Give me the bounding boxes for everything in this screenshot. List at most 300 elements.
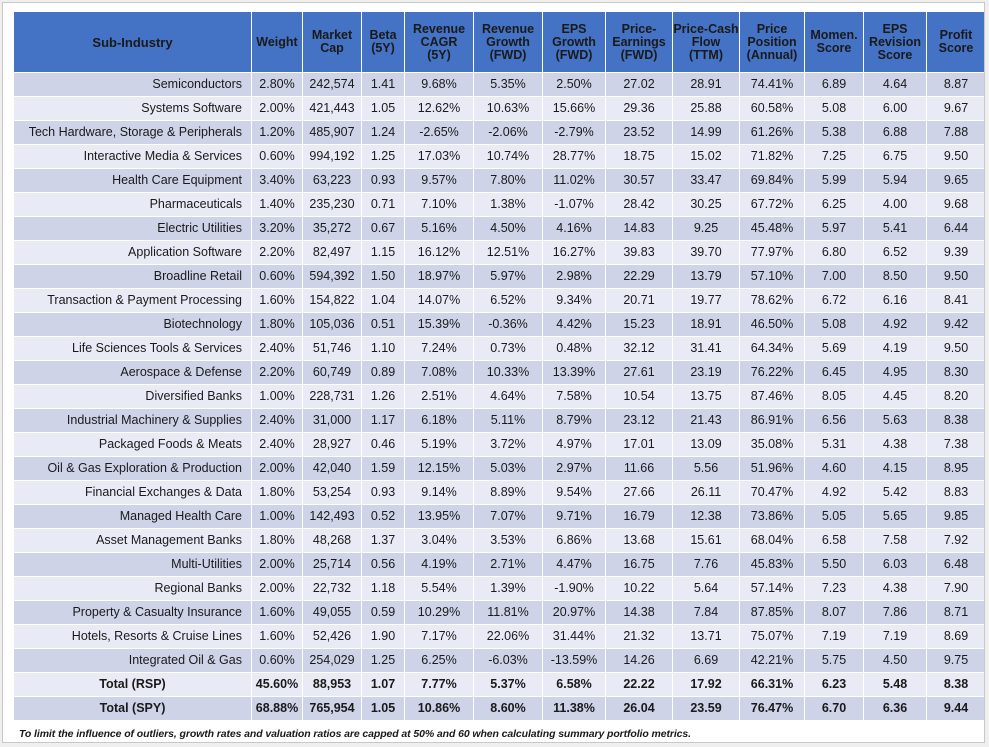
table-row[interactable] <box>14 553 985 576</box>
cell-market_cap: 48,268 <box>303 529 361 552</box>
cell-weight: 1.80% <box>252 313 302 336</box>
cell-name: Semiconductors <box>14 73 251 96</box>
cell-price_pos: 71.82% <box>740 145 804 168</box>
table-row[interactable] <box>14 385 985 408</box>
cell-profit: 9.39 <box>927 241 985 264</box>
cell-momentum: 7.23 <box>805 577 863 600</box>
cell-rev_cagr_5y: 7.24% <box>405 337 473 360</box>
cell-weight: 1.80% <box>252 481 302 504</box>
cell-name: Pharmaceuticals <box>14 193 251 216</box>
cell-profit: 9.50 <box>927 145 985 168</box>
cell-rev_cagr_5y: 5.19% <box>405 433 473 456</box>
cell-rev_cagr_5y: 7.10% <box>405 193 473 216</box>
cell-momentum: 5.99 <box>805 169 863 192</box>
cell-beta_5y: 1.15 <box>362 241 404 264</box>
cell-profit: 7.90 <box>927 577 985 600</box>
table-row[interactable] <box>14 625 985 648</box>
column-header-name[interactable]: Sub-Industry <box>14 12 251 72</box>
column-header-weight[interactable]: Weight <box>252 12 302 72</box>
cell-name: Property & Casualty Insurance <box>14 601 251 624</box>
column-header-profit[interactable]: Profit Score <box>927 12 985 72</box>
cell-pe_fwd: 28.42 <box>606 193 672 216</box>
cell-momentum: 5.08 <box>805 97 863 120</box>
cell-eps_growth: 16.27% <box>543 241 605 264</box>
column-header-beta_5y[interactable]: Beta (5Y) <box>362 12 404 72</box>
cell-pcf_ttm: 9.25 <box>673 217 739 240</box>
table-row[interactable] <box>14 169 985 192</box>
cell-pe_fwd: 18.75 <box>606 145 672 168</box>
cell-beta_5y: 0.56 <box>362 553 404 576</box>
cell-weight: 2.40% <box>252 409 302 432</box>
cell-profit: 8.20 <box>927 385 985 408</box>
cell-profit: 7.92 <box>927 529 985 552</box>
cell-price_pos: 73.86% <box>740 505 804 528</box>
table-row[interactable] <box>14 601 985 624</box>
cell-weight: 68.88% <box>252 697 302 720</box>
cell-pe_fwd: 21.32 <box>606 625 672 648</box>
table-row[interactable] <box>14 145 985 168</box>
cell-profit: 7.38 <box>927 433 985 456</box>
cell-rev_growth: 10.33% <box>474 361 542 384</box>
table-container <box>13 11 976 740</box>
cell-momentum: 5.31 <box>805 433 863 456</box>
cell-weight: 2.40% <box>252 433 302 456</box>
cell-eps_rev: 5.94 <box>864 169 926 192</box>
cell-pe_fwd: 23.12 <box>606 409 672 432</box>
cell-weight: 1.60% <box>252 601 302 624</box>
cell-price_pos: 46.50% <box>740 313 804 336</box>
cell-profit: 7.88 <box>927 121 985 144</box>
cell-profit: 9.65 <box>927 169 985 192</box>
cell-weight: 0.60% <box>252 649 302 672</box>
cell-beta_5y: 1.18 <box>362 577 404 600</box>
cell-eps_rev: 4.95 <box>864 361 926 384</box>
cell-eps_growth: 9.71% <box>543 505 605 528</box>
cell-beta_5y: 1.50 <box>362 265 404 288</box>
cell-eps_rev: 5.42 <box>864 481 926 504</box>
table-total-row[interactable] <box>14 673 985 696</box>
column-header-pcf_ttm[interactable]: Price-Cash Flow (TTM) <box>673 12 739 72</box>
cell-market_cap: 52,426 <box>303 625 361 648</box>
table-row[interactable] <box>14 289 985 312</box>
cell-momentum: 6.70 <box>805 697 863 720</box>
cell-name: Total (RSP) <box>14 673 251 696</box>
cell-eps_rev: 5.41 <box>864 217 926 240</box>
cell-momentum: 6.25 <box>805 193 863 216</box>
cell-name: Broadline Retail <box>14 265 251 288</box>
cell-rev_cagr_5y: 15.39% <box>405 313 473 336</box>
cell-name: Application Software <box>14 241 251 264</box>
cell-rev_growth: 5.97% <box>474 265 542 288</box>
table-row[interactable] <box>14 529 985 552</box>
column-header-pe_fwd[interactable]: Price- Earnings (FWD) <box>606 12 672 72</box>
cell-eps_rev: 4.45 <box>864 385 926 408</box>
cell-pcf_ttm: 12.38 <box>673 505 739 528</box>
cell-pcf_ttm: 15.02 <box>673 145 739 168</box>
cell-market_cap: 154,822 <box>303 289 361 312</box>
cell-weight: 2.80% <box>252 73 302 96</box>
cell-market_cap: 22,732 <box>303 577 361 600</box>
cell-eps_rev: 6.03 <box>864 553 926 576</box>
cell-pe_fwd: 16.79 <box>606 505 672 528</box>
cell-pcf_ttm: 5.64 <box>673 577 739 600</box>
cell-profit: 8.30 <box>927 361 985 384</box>
cell-market_cap: 142,493 <box>303 505 361 528</box>
cell-momentum: 7.00 <box>805 265 863 288</box>
cell-eps_growth: 28.77% <box>543 145 605 168</box>
cell-price_pos: 76.22% <box>740 361 804 384</box>
table-row[interactable] <box>14 457 985 480</box>
cell-pcf_ttm: 7.84 <box>673 601 739 624</box>
table-row[interactable] <box>14 505 985 528</box>
cell-rev_cagr_5y: 6.25% <box>405 649 473 672</box>
column-header-eps_rev[interactable]: EPS Revision Score <box>864 12 926 72</box>
cell-rev_cagr_5y: 4.19% <box>405 553 473 576</box>
cell-pcf_ttm: 33.47 <box>673 169 739 192</box>
cell-pcf_ttm: 23.19 <box>673 361 739 384</box>
cell-momentum: 7.19 <box>805 625 863 648</box>
cell-eps_growth: 6.58% <box>543 673 605 696</box>
cell-market_cap: 594,392 <box>303 265 361 288</box>
cell-profit: 9.50 <box>927 265 985 288</box>
column-header-rev_cagr_5y[interactable]: Revenue CAGR (5Y) <box>405 12 473 72</box>
cell-beta_5y: 1.90 <box>362 625 404 648</box>
table-row[interactable] <box>14 337 985 360</box>
cell-market_cap: 254,029 <box>303 649 361 672</box>
cell-pe_fwd: 27.02 <box>606 73 672 96</box>
cell-market_cap: 51,746 <box>303 337 361 360</box>
cell-price_pos: 67.72% <box>740 193 804 216</box>
cell-profit: 9.75 <box>927 649 985 672</box>
cell-market_cap: 235,230 <box>303 193 361 216</box>
cell-pe_fwd: 10.54 <box>606 385 672 408</box>
column-header-eps_growth[interactable]: EPS Growth (FWD) <box>543 12 605 72</box>
cell-pcf_ttm: 13.79 <box>673 265 739 288</box>
cell-market_cap: 49,055 <box>303 601 361 624</box>
cell-weight: 1.60% <box>252 289 302 312</box>
cell-rev_growth: 12.51% <box>474 241 542 264</box>
table-row[interactable] <box>14 649 985 672</box>
cell-name: Regional Banks <box>14 577 251 600</box>
cell-name: Oil & Gas Exploration & Production <box>14 457 251 480</box>
cell-market_cap: 25,714 <box>303 553 361 576</box>
cell-rev_cagr_5y: 7.17% <box>405 625 473 648</box>
cell-name: Biotechnology <box>14 313 251 336</box>
cell-price_pos: 78.62% <box>740 289 804 312</box>
cell-rev_cagr_5y: 13.95% <box>405 505 473 528</box>
cell-eps_rev: 7.58 <box>864 529 926 552</box>
cell-weight: 2.00% <box>252 577 302 600</box>
cell-rev_cagr_5y: 10.86% <box>405 697 473 720</box>
cell-name: Tech Hardware, Storage & Peripherals <box>14 121 251 144</box>
cell-pe_fwd: 17.01 <box>606 433 672 456</box>
table-row[interactable] <box>14 265 985 288</box>
cell-weight: 1.00% <box>252 385 302 408</box>
column-header-rev_growth[interactable]: Revenue Growth (FWD) <box>474 12 542 72</box>
cell-price_pos: 57.10% <box>740 265 804 288</box>
cell-market_cap: 31,000 <box>303 409 361 432</box>
table-row[interactable] <box>14 97 985 120</box>
cell-beta_5y: 1.04 <box>362 289 404 312</box>
cell-rev_growth: -0.36% <box>474 313 542 336</box>
cell-momentum: 6.23 <box>805 673 863 696</box>
cell-eps_growth: 4.97% <box>543 433 605 456</box>
table-header <box>14 12 985 72</box>
table-row[interactable] <box>14 481 985 504</box>
cell-price_pos: 57.14% <box>740 577 804 600</box>
cell-profit: 8.95 <box>927 457 985 480</box>
cell-rev_growth: 8.60% <box>474 697 542 720</box>
cell-market_cap: 63,223 <box>303 169 361 192</box>
cell-name: Total (SPY) <box>14 697 251 720</box>
cell-profit: 8.87 <box>927 73 985 96</box>
cell-market_cap: 421,443 <box>303 97 361 120</box>
cell-momentum: 6.80 <box>805 241 863 264</box>
table-footnote: To limit the influence of outliers, growth rates and valuation ratios are capped at 50% and 60 when calculating summary portfolio metrics. <box>19 728 691 740</box>
cell-beta_5y: 0.46 <box>362 433 404 456</box>
cell-rev_growth: 11.81% <box>474 601 542 624</box>
cell-name: Hotels, Resorts & Cruise Lines <box>14 625 251 648</box>
cell-rev_growth: 5.37% <box>474 673 542 696</box>
cell-rev_cagr_5y: 9.14% <box>405 481 473 504</box>
cell-pcf_ttm: 14.99 <box>673 121 739 144</box>
cell-pe_fwd: 32.12 <box>606 337 672 360</box>
cell-pcf_ttm: 17.92 <box>673 673 739 696</box>
cell-momentum: 5.75 <box>805 649 863 672</box>
cell-eps_growth: -1.07% <box>543 193 605 216</box>
cell-market_cap: 485,907 <box>303 121 361 144</box>
cell-eps_rev: 6.88 <box>864 121 926 144</box>
cell-profit: 9.85 <box>927 505 985 528</box>
cell-beta_5y: 0.67 <box>362 217 404 240</box>
cell-rev_cagr_5y: 12.15% <box>405 457 473 480</box>
cell-momentum: 5.97 <box>805 217 863 240</box>
table-row[interactable] <box>14 577 985 600</box>
cell-price_pos: 60.58% <box>740 97 804 120</box>
cell-profit: 9.68 <box>927 193 985 216</box>
cell-rev_cagr_5y: 16.12% <box>405 241 473 264</box>
cell-eps_growth: 9.34% <box>543 289 605 312</box>
cell-eps_rev: 8.50 <box>864 265 926 288</box>
cell-pcf_ttm: 18.91 <box>673 313 739 336</box>
cell-price_pos: 35.08% <box>740 433 804 456</box>
cell-rev_cagr_5y: 12.62% <box>405 97 473 120</box>
cell-pe_fwd: 13.68 <box>606 529 672 552</box>
cell-name: Multi-Utilities <box>14 553 251 576</box>
cell-weight: 45.60% <box>252 673 302 696</box>
cell-beta_5y: 0.71 <box>362 193 404 216</box>
cell-eps_growth: 15.66% <box>543 97 605 120</box>
cell-rev_growth: 1.38% <box>474 193 542 216</box>
table-row[interactable] <box>14 121 985 144</box>
cell-price_pos: 77.97% <box>740 241 804 264</box>
table-row[interactable] <box>14 217 985 240</box>
cell-price_pos: 75.07% <box>740 625 804 648</box>
cell-profit: 8.71 <box>927 601 985 624</box>
cell-price_pos: 74.41% <box>740 73 804 96</box>
cell-momentum: 5.69 <box>805 337 863 360</box>
cell-market_cap: 28,927 <box>303 433 361 456</box>
cell-momentum: 6.72 <box>805 289 863 312</box>
cell-name: Interactive Media & Services <box>14 145 251 168</box>
cell-eps_rev: 6.36 <box>864 697 926 720</box>
cell-pe_fwd: 14.38 <box>606 601 672 624</box>
cell-momentum: 6.56 <box>805 409 863 432</box>
cell-momentum: 8.07 <box>805 601 863 624</box>
cell-rev_growth: 10.63% <box>474 97 542 120</box>
cell-pe_fwd: 11.66 <box>606 457 672 480</box>
cell-rev_growth: 7.07% <box>474 505 542 528</box>
cell-rev_growth: 4.50% <box>474 217 542 240</box>
cell-pcf_ttm: 13.75 <box>673 385 739 408</box>
cell-eps_rev: 6.00 <box>864 97 926 120</box>
cell-weight: 1.40% <box>252 193 302 216</box>
table-row[interactable] <box>14 409 985 432</box>
cell-beta_5y: 1.25 <box>362 649 404 672</box>
cell-pe_fwd: 29.36 <box>606 97 672 120</box>
cell-eps_growth: -13.59% <box>543 649 605 672</box>
cell-price_pos: 86.91% <box>740 409 804 432</box>
cell-price_pos: 42.21% <box>740 649 804 672</box>
cell-rev_cagr_5y: 6.18% <box>405 409 473 432</box>
cell-pe_fwd: 14.83 <box>606 217 672 240</box>
table-row[interactable] <box>14 313 985 336</box>
cell-market_cap: 228,731 <box>303 385 361 408</box>
cell-rev_cagr_5y: 9.57% <box>405 169 473 192</box>
cell-beta_5y: 1.05 <box>362 697 404 720</box>
cell-rev_growth: 5.35% <box>474 73 542 96</box>
cell-eps_rev: 4.50 <box>864 649 926 672</box>
cell-market_cap: 88,953 <box>303 673 361 696</box>
column-header-price_pos[interactable]: Price Position (Annual) <box>740 12 804 72</box>
column-header-momentum[interactable]: Momen. Score <box>805 12 863 72</box>
cell-pcf_ttm: 39.70 <box>673 241 739 264</box>
cell-price_pos: 61.26% <box>740 121 804 144</box>
cell-rev_cagr_5y: 17.03% <box>405 145 473 168</box>
cell-rev_growth: 3.53% <box>474 529 542 552</box>
cell-name: Integrated Oil & Gas <box>14 649 251 672</box>
cell-pcf_ttm: 7.76 <box>673 553 739 576</box>
cell-rev_cagr_5y: 3.04% <box>405 529 473 552</box>
cell-name: Life Sciences Tools & Services <box>14 337 251 360</box>
cell-eps_rev: 4.19 <box>864 337 926 360</box>
cell-rev_cagr_5y: 5.16% <box>405 217 473 240</box>
cell-eps_growth: 4.42% <box>543 313 605 336</box>
table-row[interactable] <box>14 361 985 384</box>
cell-beta_5y: 0.93 <box>362 169 404 192</box>
cell-eps_growth: -1.90% <box>543 577 605 600</box>
cell-rev_growth: -6.03% <box>474 649 542 672</box>
cell-eps_growth: -2.79% <box>543 121 605 144</box>
table-row[interactable] <box>14 73 985 96</box>
cell-name: Diversified Banks <box>14 385 251 408</box>
cell-beta_5y: 1.26 <box>362 385 404 408</box>
cell-weight: 2.00% <box>252 553 302 576</box>
cell-weight: 1.20% <box>252 121 302 144</box>
cell-beta_5y: 1.59 <box>362 457 404 480</box>
cell-pe_fwd: 16.75 <box>606 553 672 576</box>
cell-pe_fwd: 27.66 <box>606 481 672 504</box>
table-header-row <box>14 12 985 72</box>
cell-eps_rev: 6.52 <box>864 241 926 264</box>
cell-pe_fwd: 10.22 <box>606 577 672 600</box>
cell-eps_growth: 4.16% <box>543 217 605 240</box>
cell-eps_growth: 11.02% <box>543 169 605 192</box>
cell-profit: 8.69 <box>927 625 985 648</box>
column-header-market_cap[interactable]: Market Cap <box>303 12 361 72</box>
cell-weight: 2.00% <box>252 457 302 480</box>
cell-pcf_ttm: 23.59 <box>673 697 739 720</box>
cell-pe_fwd: 15.23 <box>606 313 672 336</box>
cell-rev_growth: 6.52% <box>474 289 542 312</box>
cell-rev_cagr_5y: 7.08% <box>405 361 473 384</box>
cell-price_pos: 87.46% <box>740 385 804 408</box>
cell-rev_cagr_5y: 5.54% <box>405 577 473 600</box>
table-row[interactable] <box>14 193 985 216</box>
cell-name: Systems Software <box>14 97 251 120</box>
cell-weight: 2.40% <box>252 337 302 360</box>
cell-market_cap: 105,036 <box>303 313 361 336</box>
table-total-row[interactable] <box>14 697 985 720</box>
cell-market_cap: 60,749 <box>303 361 361 384</box>
cell-eps_rev: 6.16 <box>864 289 926 312</box>
cell-eps_growth: 2.98% <box>543 265 605 288</box>
cell-pcf_ttm: 13.71 <box>673 625 739 648</box>
cell-eps_growth: 13.39% <box>543 361 605 384</box>
cell-rev_growth: 5.11% <box>474 409 542 432</box>
cell-price_pos: 68.04% <box>740 529 804 552</box>
cell-eps_rev: 5.63 <box>864 409 926 432</box>
cell-rev_cagr_5y: -2.65% <box>405 121 473 144</box>
cell-eps_growth: 9.54% <box>543 481 605 504</box>
cell-profit: 8.41 <box>927 289 985 312</box>
cell-profit: 8.38 <box>927 409 985 432</box>
cell-weight: 2.00% <box>252 97 302 120</box>
cell-momentum: 5.38 <box>805 121 863 144</box>
cell-beta_5y: 1.25 <box>362 145 404 168</box>
cell-momentum: 6.58 <box>805 529 863 552</box>
cell-market_cap: 35,272 <box>303 217 361 240</box>
cell-eps_rev: 4.92 <box>864 313 926 336</box>
cell-momentum: 4.92 <box>805 481 863 504</box>
table-row[interactable] <box>14 241 985 264</box>
cell-eps_rev: 4.00 <box>864 193 926 216</box>
cell-eps_growth: 4.47% <box>543 553 605 576</box>
cell-pe_fwd: 39.83 <box>606 241 672 264</box>
cell-beta_5y: 1.41 <box>362 73 404 96</box>
cell-weight: 2.20% <box>252 361 302 384</box>
cell-beta_5y: 0.89 <box>362 361 404 384</box>
cell-pcf_ttm: 30.25 <box>673 193 739 216</box>
cell-pcf_ttm: 15.61 <box>673 529 739 552</box>
cell-weight: 0.60% <box>252 145 302 168</box>
cell-rev_growth: 7.80% <box>474 169 542 192</box>
cell-profit: 8.83 <box>927 481 985 504</box>
cell-name: Transaction & Payment Processing <box>14 289 251 312</box>
cell-beta_5y: 0.93 <box>362 481 404 504</box>
cell-name: Financial Exchanges & Data <box>14 481 251 504</box>
table-row[interactable] <box>14 433 985 456</box>
cell-momentum: 4.60 <box>805 457 863 480</box>
cell-market_cap: 242,574 <box>303 73 361 96</box>
cell-pcf_ttm: 19.77 <box>673 289 739 312</box>
cell-momentum: 5.05 <box>805 505 863 528</box>
cell-market_cap: 53,254 <box>303 481 361 504</box>
cell-name: Packaged Foods & Meats <box>14 433 251 456</box>
cell-pe_fwd: 14.26 <box>606 649 672 672</box>
cell-momentum: 5.50 <box>805 553 863 576</box>
cell-market_cap: 42,040 <box>303 457 361 480</box>
